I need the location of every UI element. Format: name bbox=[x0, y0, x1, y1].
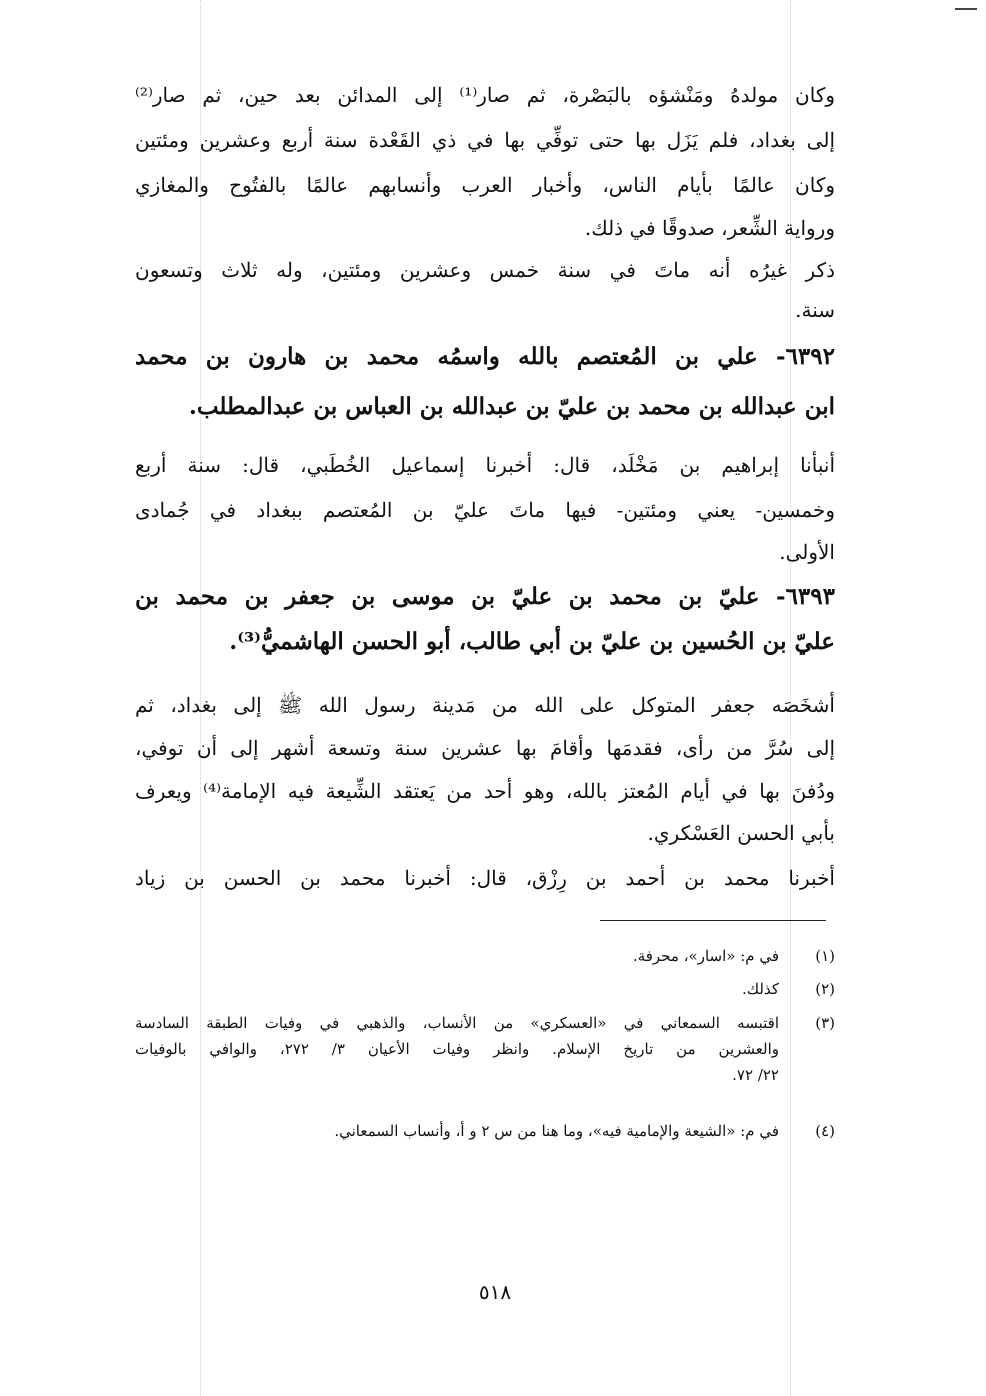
footnote-text: اقتبسه السمعاني في «العسكري» من الأنساب، والذهبي في وفيات الطبقة السادسة bbox=[135, 1014, 779, 1032]
text-line: أنبأنا إبراهيم بن مَخْلَد، قال: أخبرنا إسماعيل الخُطَبي، قال: سنة أربع bbox=[135, 453, 835, 477]
scan-corner-mark bbox=[955, 8, 977, 10]
text-line: وخمسين- يعني ومئتين- فيها ماتَ عليّ بن المُعتصم ببغداد في جُمادى bbox=[135, 498, 835, 522]
footnote-text: في م: «اسار»، محرفة. bbox=[632, 947, 779, 965]
entry-heading: ابن عبدالله بن محمد بن عليّ بن عبدالله بن العباس بن عبدالمطلب. bbox=[188, 393, 835, 420]
footnote bbox=[135, 1012, 835, 1092]
footnote-text: والعشرين من تاريخ الإسلام. وانظر وفيات الأعيان ٣/ ٢٧٢، والوافي بالوفيات bbox=[135, 1040, 779, 1058]
text-line: أخبرنا محمد بن أحمد بن رِزْق، قال: أخبرنا محمد بن الحسن بن زياد bbox=[135, 866, 835, 890]
text-line: ورواية الشِّعر، صدوقًا في ذلك. bbox=[584, 216, 835, 240]
footnote-number: (٢) bbox=[815, 980, 835, 998]
text-line: أشخَصَه جعفر المتوكل على الله من مَدينة رسول الله ﷺ إلى بغداد، ثم bbox=[135, 693, 835, 717]
entry-heading: ٦٣٩٢- علي بن المُعتصم بالله واسمُه محمد بن هارون بن محمد bbox=[135, 343, 835, 370]
footnote-number: (٤) bbox=[815, 1122, 835, 1140]
footnote-number: (١) bbox=[815, 947, 835, 965]
footnote-text: كذلك. bbox=[742, 980, 779, 998]
footnote bbox=[135, 1120, 835, 1146]
text-line: وكان عالمًا بأيام الناس، وأخبار العرب وأنسابهم عالمًا بالفتُوح والمغازي bbox=[135, 173, 835, 197]
page-number: ٥١٨ bbox=[478, 1280, 512, 1304]
entry-heading: ٦٣٩٣- عليّ بن محمد بن عليّ بن موسى بن جعفر بن محمد بن bbox=[135, 583, 835, 610]
text-line: وكان مولدهُ ومَنْشؤه بالبَصْرة، ثم صار⁽¹⁾ إلى المدائن بعد حين، ثم صار⁽²⁾ bbox=[135, 83, 835, 107]
entry-heading: عليّ بن الحُسين بن عليّ بن أبي طالب، أبو الحسن الهاشميُّ⁽³⁾. bbox=[229, 628, 835, 655]
footnote-number: (٣) bbox=[815, 1014, 835, 1032]
text-line: الأولى. bbox=[779, 540, 835, 564]
text-line: سنة. bbox=[795, 298, 835, 322]
footnote-text: ٢٢/ ٧٢. bbox=[732, 1066, 779, 1084]
text-line: ذكر غيرُه أنه ماتَ في سنة خمس وعشرين ومئتين، وله ثلاث وتسعون bbox=[135, 258, 835, 282]
text-line: ودُفنَ بها في أيام المُعتز بالله، وهو أحد من يَعتقد الشِّيعة فيه الإمامة⁽⁴⁾ ويعرف bbox=[135, 779, 835, 803]
text-line: إلى بغداد، فلم يَزَل بها حتى توفِّي بها في ذي القَعْدة سنة أربع وعشرين ومئتين bbox=[135, 128, 835, 152]
footnote-text: في م: «الشيعة والإمامية فيه»، وما هنا من س ٢ و أ، وأنساب السمعاني. bbox=[334, 1122, 779, 1140]
text-line: إلى سُرَّ من رأى، فقدمَها وأقامَ بها عشرين سنة وتسعة أشهر إلى أن توفي، bbox=[135, 736, 835, 760]
text-line: بأبي الحسن العَسْكري. bbox=[647, 821, 835, 845]
footnote bbox=[135, 978, 835, 1004]
footnote bbox=[135, 945, 835, 971]
footnote-separator bbox=[600, 920, 826, 921]
